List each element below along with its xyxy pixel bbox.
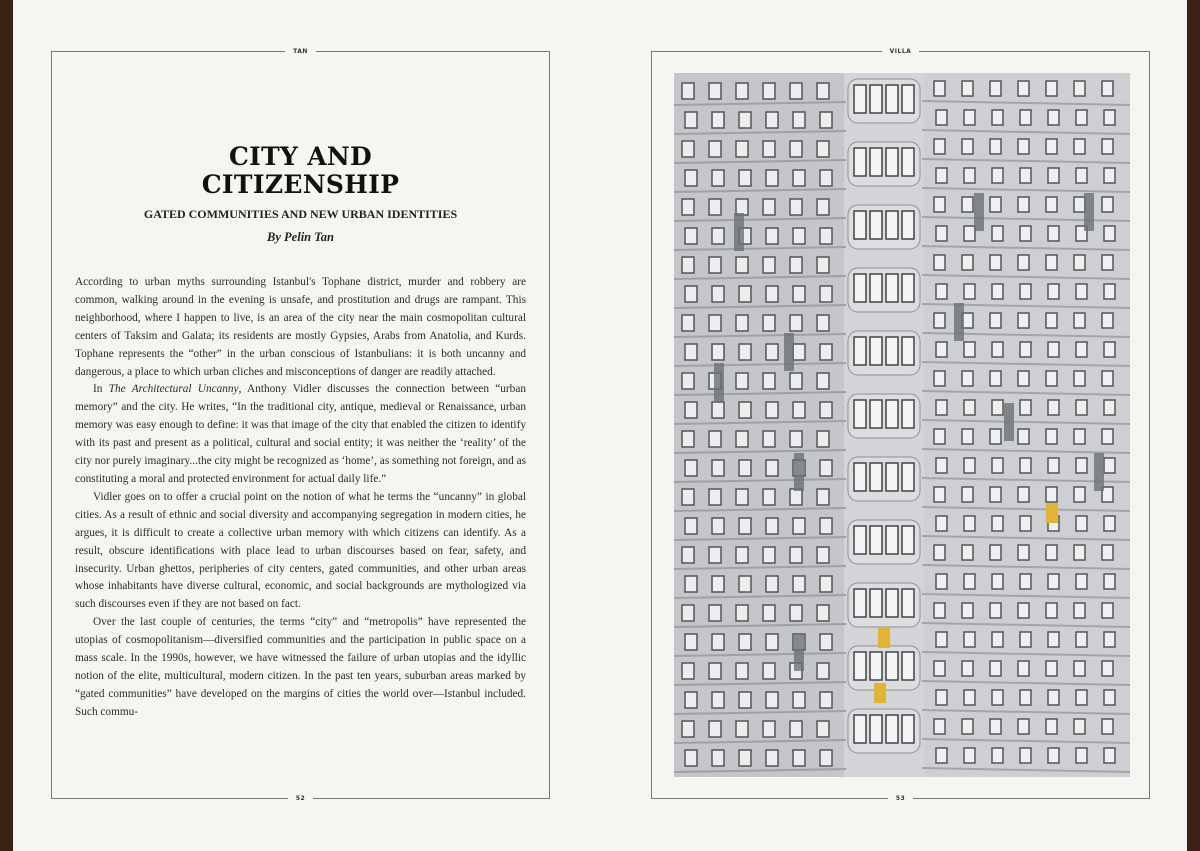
left-page-frame: [51, 48, 550, 802]
left-running-head: TAN: [52, 48, 549, 55]
title-line-1: CITY AND: [228, 142, 373, 171]
magazine-spread: [13, 0, 1187, 851]
left-page-number: 52: [52, 795, 549, 802]
apartment-building-image: [674, 73, 1130, 777]
paragraph-4: Over the last couple of centuries, the terms “city” and “metropolis” have represented the utopias of cosmopolitanism—diversified communities and the participation in public space on a mass scale. In the 1990s, however, we have witnessed the failure of urban utopias and the idyllic notion of the elite, multicultural, modern citizen. In the past ten years, suburban areas marked by “gated communities” have developed on the margins of cities the world over—Istanbul included. Such commu-: [75, 616, 526, 718]
book-title: The Architectural Uncanny: [108, 383, 239, 396]
left-page: [13, 0, 573, 851]
article-title: [52, 143, 549, 199]
article-body: [75, 274, 526, 722]
right-running-head: VILLA: [652, 48, 1149, 55]
right-page: [613, 0, 1187, 851]
article-subtitle: GATED COMMUNITIES AND NEW URBAN IDENTITIES: [143, 207, 458, 221]
building-photo: [674, 73, 1130, 777]
right-page-frame: [651, 48, 1150, 802]
title-line-2: CITIZENSHIP: [201, 170, 400, 199]
paragraph-1: According to urban myths surrounding Istanbul's Tophane district, murder and robbery are common, walking around in the evening is unsafe, and prostitution and drugs are rampant. This neighborhood, where I happen to live, is an area of the city near the main cosmopolitan cultural centers of Taksim and Galata; its residents are mostly Gypsies, Arabs from Anatolia, and Kurds. Tophane represents the “other” in the urban conscious of Istanbulians: it is both uncanny and dangerous, a place to which urban cliches and misconceptions of danger are readily attached.: [75, 276, 526, 378]
paragraph-2: In The Architectural Uncanny, Anthony Vidler discusses the connection between “urban memory” and the city. He writes, “In the traditional city, antique, medieval or Renaissance, urban memory was easy enough to define: it was that image of the city that enabled the citizen to identify with its past and present as a political, cultural and social entity; it was neither the ‘reality’ of the city nor purely imaginary...the city might be recognized as ‘home’, as something not foreign, and as constituting a moral and protected environment for actual daily life.”: [75, 383, 527, 485]
article-byline: By Pelin Tan: [267, 230, 334, 244]
right-page-number: 53: [652, 795, 1149, 802]
paragraph-3: Vidler goes on to offer a crucial point on the notion of what he terms the “uncanny” in global cities. As a result of ethnic and social diversity and accompanying segregation in modern cities, he argues, it is difficult to create a collective urban memory with which citizens can identify. As a result, obscure identifications with place lead to urban discourses based on fear, safety, and insecurity. Urban ghettos, peripheries of city centers, gated communities, and other urban areas whose inhabitants have diverse cultural, economic, and social backgrounds are mythologized via such discourses even if they are not based on fact.: [75, 490, 526, 611]
